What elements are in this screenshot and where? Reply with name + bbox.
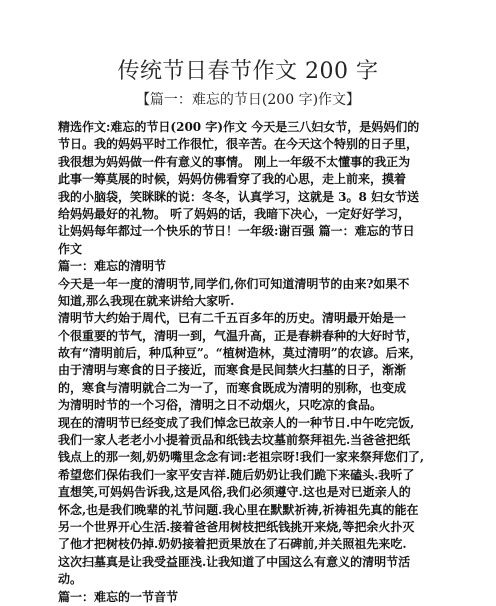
- body-line: 清明节大约始于周代，已有二千五百多年的历史。清明最开始是一: [58, 311, 407, 326]
- document-subtitle: 【篇一：难忘的节日(200 字)作文】: [135, 92, 361, 108]
- body-line: 这次扫墓真是让我受益匪浅.让我知道了中国这么有意义的清明节活: [58, 554, 411, 569]
- body-line: 个很重要的节气，清明一到，气温升高，正是春耕春种的大好时节，: [58, 328, 419, 343]
- body-line: 动。: [58, 572, 83, 587]
- body-line: 由于清明与寒食的日子接近，而寒食是民间禁火扫墓的日子，渐渐: [58, 363, 407, 378]
- body-line: 我很想为妈妈做一件有意义的事情。 刚上一年级不太懂事的我正为: [58, 154, 411, 169]
- document-title: 传统节日春节作文 200 字: [117, 59, 379, 84]
- body-line: 节日。我的妈妈平时工作很忙，很辛苦。在今天这个特别的日子里，: [58, 137, 419, 152]
- body-line: 篇一：难忘的清明节: [58, 259, 167, 274]
- body-line: 钱点上的那一刻,奶奶嘴里念念有词:老祖宗呀!我们一家来祭拜您们了,: [58, 450, 425, 465]
- body-line: 给妈妈最好的礼物。 听了妈妈的话，我暗下决心，一定好好学习，: [58, 206, 411, 221]
- body-line: 今天是一年一度的清明节,同学们,你们可知道清明节的由来?如果不: [58, 276, 410, 291]
- body-line: 故有“清明前后，种瓜种豆”。“植树造林，莫过清明”的农谚。后来，: [58, 346, 422, 361]
- document-body: [58, 119, 442, 606]
- body-line: 篇一：难忘的一节音节: [58, 589, 179, 604]
- body-line: 为清明时节的一个习俗，清明之日不动烟火，只吃凉的食品。: [58, 398, 383, 413]
- body-line: 的，寒食与清明就合二为一了，而寒食既成为清明的别称，也变成: [58, 380, 407, 395]
- body-line: 让妈妈每年都过一个快乐的节日！一年级:谢百强 篇一：难忘的节日: [58, 224, 415, 239]
- body-line: 作文: [58, 241, 83, 256]
- body-line: 现在的清明节已经变成了我们悼念已故亲人的一种节日.中午吃完饭,: [58, 415, 415, 430]
- body-line: 希望您们保佑我们一家平安吉祥.随后奶奶让我们跪下来磕头.我听了: [58, 467, 415, 482]
- body-line: 我的小脑袋，笑眯眯的说：冬冬，认真学习，这就是 3。8 妇女节送: [58, 189, 420, 204]
- body-line: 另一个世界开心生活.接着爸爸用树枝把纸钱挑开来烧,等把余火扑灭: [58, 519, 415, 534]
- body-line: 直想笑,可妈妈告诉我,这是风俗,我们必须遵守.这也是对已逝亲人的: [58, 485, 411, 500]
- body-line: 知道,那么我现在就来讲给大家听.: [58, 293, 235, 308]
- body-line: 精选作文:难忘的节日(200 字)作文 今天是三八妇女节，是妈妈们的: [58, 120, 420, 134]
- body-line: 我们一家人老老小小提着贡品和纸钱去坟墓前祭拜祖先.当爸爸把纸: [58, 433, 411, 448]
- body-line: 此事一筹莫展的时候，妈妈仿佛看穿了我的心思，走上前来，摸着: [58, 172, 407, 187]
- body-line: 怀念,也是我们晚辈的礼节问题.我心里在默默祈祷,祈祷祖先真的能在: [58, 502, 419, 517]
- body-line: 了他才把树枝仍掉.奶奶接着把贡果放在了石碑前,并关照祖先来吃.: [58, 537, 407, 552]
